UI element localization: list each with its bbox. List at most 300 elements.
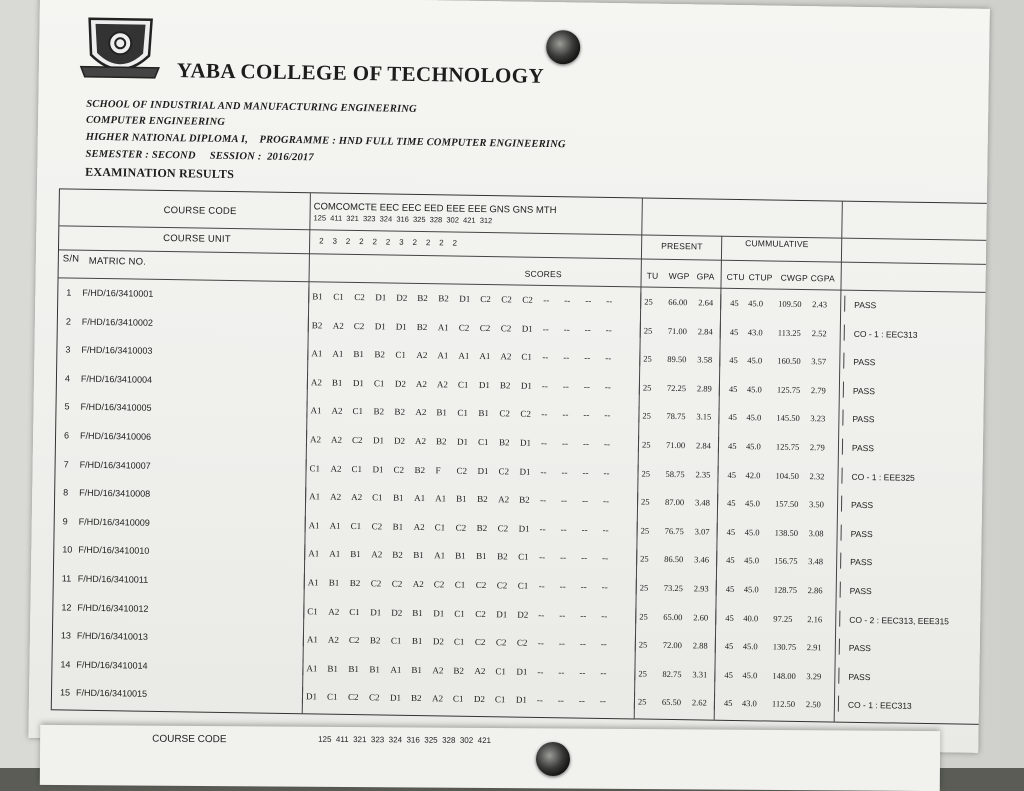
grade-cell: -- bbox=[582, 467, 589, 478]
grade-cell: B1 bbox=[393, 492, 404, 503]
wgp-value: 72.00 bbox=[662, 640, 683, 651]
matric-number: F/HD/16/3410003 bbox=[81, 344, 153, 356]
cgpa-value: 2.16 bbox=[807, 613, 823, 624]
grade-list bbox=[312, 291, 627, 306]
remark-text: PASS bbox=[850, 528, 873, 539]
push-pin-icon bbox=[546, 30, 581, 65]
grade-cell: D1 bbox=[519, 466, 531, 477]
grade-cell: -- bbox=[580, 610, 587, 621]
grade-cell: A2 bbox=[330, 463, 342, 474]
grade-cell: -- bbox=[536, 695, 544, 706]
grade-cell: B2 bbox=[519, 494, 530, 505]
grade-cell: B1 bbox=[413, 550, 424, 561]
cwgp-value: 128.75 bbox=[773, 584, 798, 595]
gpa-value: 2.88 bbox=[692, 640, 708, 651]
matric-number: F/HD/16/3410010 bbox=[78, 545, 150, 557]
gpa-value: 2.84 bbox=[695, 440, 711, 451]
course-prefixes: COMCOMCTE EEC EEC EED EEE EEE GNS GNS MTH bbox=[313, 201, 557, 217]
wgp-value: 71.00 bbox=[665, 439, 686, 451]
grade-cell: -- bbox=[562, 409, 569, 420]
cwgp-value: 112.50 bbox=[771, 698, 796, 710]
grade-cell: D1 bbox=[521, 323, 533, 334]
cgpa-value: 2.50 bbox=[805, 699, 821, 710]
grade-cell: C1 bbox=[349, 606, 360, 617]
grade-cell: B1 bbox=[411, 664, 423, 675]
grade-cell: A2 bbox=[371, 549, 383, 560]
grade-cell: -- bbox=[582, 495, 589, 506]
grade-cell: -- bbox=[603, 467, 610, 478]
grade-cell: -- bbox=[579, 638, 586, 649]
tu-value: 25 bbox=[640, 525, 650, 536]
grade-cell: B2 bbox=[414, 464, 426, 475]
grade-cell: C1 bbox=[352, 406, 364, 417]
grade-cell: C1 bbox=[326, 691, 338, 703]
wgp-value: 82.75 bbox=[662, 668, 682, 679]
cwgp-value: 156.75 bbox=[774, 555, 798, 567]
wgp-value: 87.00 bbox=[665, 497, 685, 508]
scores-label: SCORES bbox=[524, 268, 562, 280]
matric-number: F/HD/16/3410014 bbox=[76, 659, 148, 671]
grade-cell: C1 bbox=[453, 636, 465, 647]
grade-cell: A2 bbox=[500, 351, 512, 362]
grade-cell: A1 bbox=[306, 663, 318, 674]
serial-number: 4 bbox=[64, 373, 71, 384]
tu-value: 25 bbox=[641, 439, 651, 450]
grade-cell: -- bbox=[542, 352, 549, 363]
cwgp-value: 125.75 bbox=[776, 384, 801, 395]
grade-cell: C2 bbox=[393, 464, 405, 475]
grade-cell: A2 bbox=[414, 435, 427, 447]
grade-cell: B1 bbox=[456, 493, 467, 504]
grade-cell: -- bbox=[541, 380, 548, 391]
grade-cell: C2 bbox=[497, 523, 509, 534]
grade-cell: -- bbox=[540, 437, 548, 449]
grade-cell: B2 bbox=[373, 406, 385, 417]
remark-text: PASS bbox=[852, 414, 875, 425]
matric-number: F/HD/16/3410006 bbox=[79, 430, 152, 442]
gpa-value: 3.07 bbox=[694, 526, 710, 537]
grade-cell: C2 bbox=[458, 322, 470, 333]
grade-cell: -- bbox=[580, 581, 587, 592]
serial-number: 8 bbox=[63, 487, 69, 498]
ctu-value: 45 bbox=[726, 526, 736, 537]
grade-cell: C2 bbox=[520, 408, 532, 420]
grade-cell: A1 bbox=[308, 520, 320, 531]
cwgp-value: 125.75 bbox=[775, 441, 800, 452]
grade-cell: C2 bbox=[347, 692, 359, 703]
grade-cell: -- bbox=[559, 581, 566, 592]
grade-cell: A1 bbox=[435, 493, 447, 504]
ctu-value: 45 bbox=[728, 383, 738, 394]
cwgp-value: 113.25 bbox=[777, 327, 801, 338]
grade-cell: B1 bbox=[327, 663, 339, 674]
grade-cell: -- bbox=[578, 695, 586, 707]
grade-cell: B1 bbox=[353, 349, 364, 360]
grade-cell: -- bbox=[538, 580, 545, 592]
grade-cell: B2 bbox=[416, 321, 428, 332]
college-name: YABA COLLEGE OF TECHNOLOGY bbox=[176, 58, 545, 88]
grade-cell: D1 bbox=[478, 379, 490, 390]
grade-cell: -- bbox=[540, 466, 547, 477]
tu-value: 25 bbox=[638, 639, 648, 650]
grade-cell: A1 bbox=[479, 351, 491, 362]
grade-cell: C1 bbox=[351, 463, 363, 474]
serial-number: 5 bbox=[64, 401, 70, 412]
grade-cell: A2 bbox=[351, 492, 363, 503]
grade-cell: -- bbox=[605, 353, 612, 364]
ctu-header: CTU bbox=[726, 271, 745, 283]
grade-cell: C1 bbox=[495, 666, 507, 677]
college-crest-icon bbox=[79, 15, 162, 86]
matric-number: F/HD/16/3410012 bbox=[77, 602, 149, 614]
ctup-value: 43.0 bbox=[741, 698, 757, 709]
gpa-value: 2.64 bbox=[698, 297, 714, 308]
ctu-value: 45 bbox=[725, 583, 735, 594]
ctup-value: 45.0 bbox=[747, 355, 763, 366]
gpa-value: 2.62 bbox=[691, 697, 707, 708]
remark-text: CO - 1 : EEC313 bbox=[853, 328, 918, 340]
grade-cell: C1 bbox=[454, 579, 466, 590]
ctu-value: 45 bbox=[726, 555, 735, 566]
grade-cell: D1 bbox=[389, 692, 402, 704]
ctup-value: 40.0 bbox=[743, 612, 759, 623]
grade-cell: -- bbox=[542, 323, 549, 334]
wgp-header: WGP bbox=[668, 270, 690, 282]
grade-list bbox=[307, 634, 622, 649]
grade-cell: B1 bbox=[455, 550, 466, 562]
grade-cell: -- bbox=[601, 610, 608, 621]
gpa-value: 3.31 bbox=[692, 669, 708, 680]
grade-cell: A2 bbox=[330, 434, 343, 445]
grade-cell: C2 bbox=[456, 465, 468, 476]
grade-cell: D2 bbox=[393, 435, 406, 446]
grade-cell: C2 bbox=[353, 320, 365, 331]
grade-cell: -- bbox=[579, 667, 586, 678]
remark-text: PASS bbox=[848, 671, 871, 682]
grade-cell: C2 bbox=[475, 608, 486, 619]
grade-cell: D1 bbox=[375, 292, 387, 303]
tu-value: 25 bbox=[641, 468, 651, 479]
serial-number: 3 bbox=[65, 344, 71, 355]
grade-cell: B2 bbox=[453, 665, 465, 676]
grade-cell: B2 bbox=[374, 349, 385, 360]
grade-cell: A2 bbox=[413, 521, 425, 532]
grade-cell: A2 bbox=[432, 665, 444, 676]
results-table bbox=[51, 188, 990, 725]
grade-cell: D1 bbox=[496, 608, 508, 620]
cumulative-label: CUMMULATIVE bbox=[745, 238, 809, 250]
grade-cell: -- bbox=[600, 667, 607, 678]
ctup-value: 45.0 bbox=[745, 498, 761, 509]
ctu-value: 45 bbox=[729, 326, 739, 337]
cgpa-value: 3.57 bbox=[811, 356, 827, 367]
cwgp-value: 104.50 bbox=[775, 470, 799, 481]
grade-cell: -- bbox=[560, 524, 567, 535]
grade-cell: -- bbox=[585, 295, 592, 306]
grade-cell: -- bbox=[584, 352, 591, 363]
grade-cell: C2 bbox=[495, 637, 507, 648]
remark-text: PASS bbox=[850, 557, 873, 568]
grade-cell: A2 bbox=[498, 494, 510, 505]
wgp-value: 78.75 bbox=[666, 411, 686, 422]
grade-cell: A1 bbox=[437, 350, 449, 361]
cgpa-value: 2.79 bbox=[809, 442, 825, 453]
grade-cell: B2 bbox=[497, 551, 508, 562]
tu-value: 25 bbox=[640, 553, 649, 565]
grade-cell: C1 bbox=[350, 520, 362, 531]
grade-cell: -- bbox=[600, 639, 607, 650]
grade-cell: B2 bbox=[394, 407, 406, 418]
tu-value: 25 bbox=[643, 353, 652, 364]
grade-cell: C2 bbox=[354, 291, 365, 303]
serial-number: 10 bbox=[62, 544, 73, 555]
grade-cell: -- bbox=[562, 381, 569, 392]
grade-cell: -- bbox=[584, 324, 591, 335]
grade-cell: D2 bbox=[394, 378, 407, 389]
grade-cell: -- bbox=[541, 409, 548, 420]
grade-cell: C1 bbox=[518, 551, 529, 563]
grade-cell: C1 bbox=[395, 349, 406, 360]
grade-list bbox=[309, 491, 624, 506]
grade-cell: D1 bbox=[352, 377, 365, 388]
grade-cell: A2 bbox=[416, 350, 428, 361]
grade-list bbox=[310, 434, 625, 449]
remark-text: PASS bbox=[849, 585, 872, 597]
tu-value: 25 bbox=[642, 382, 652, 393]
grade-cell: B2 bbox=[410, 693, 422, 704]
grade-list bbox=[306, 663, 621, 678]
grade-cell: A2 bbox=[431, 693, 444, 704]
grade-cell: A1 bbox=[329, 520, 341, 531]
grade-cell: A1 bbox=[458, 350, 470, 361]
gpa-value: 2.35 bbox=[695, 468, 711, 480]
grade-cell: C2 bbox=[516, 637, 528, 648]
cwgp-value: 160.50 bbox=[777, 355, 801, 367]
cgpa-value: 2.52 bbox=[811, 327, 827, 338]
grade-cell: -- bbox=[581, 552, 588, 564]
wgp-value: 89.50 bbox=[667, 354, 687, 365]
serial-number: 13 bbox=[60, 630, 72, 641]
wgp-value: 65.00 bbox=[663, 611, 683, 622]
wgp-value: 73.25 bbox=[663, 582, 683, 594]
gpa-value: 2.84 bbox=[697, 325, 713, 337]
grade-list bbox=[308, 577, 623, 592]
grade-cell: C2 bbox=[522, 294, 533, 305]
grade-cell: C2 bbox=[370, 578, 382, 589]
grade-cell: B1 bbox=[436, 407, 448, 418]
remark-text: PASS bbox=[850, 499, 874, 511]
grade-cell: -- bbox=[581, 524, 588, 535]
grade-cell: -- bbox=[603, 438, 611, 450]
gpa-value: 2.89 bbox=[696, 383, 712, 394]
cwgp-value: 145.50 bbox=[776, 413, 800, 424]
remark-text: PASS bbox=[851, 442, 875, 454]
grade-cell: A1 bbox=[332, 348, 344, 359]
remark-text: PASS bbox=[853, 357, 876, 368]
ctup-value: 43.0 bbox=[747, 326, 763, 337]
ctu-value: 45 bbox=[724, 641, 734, 652]
ctu-value: 45 bbox=[727, 440, 737, 451]
grade-cell: -- bbox=[602, 524, 609, 535]
grade-cell: C1 bbox=[309, 462, 321, 474]
grade-cell: C1 bbox=[494, 694, 506, 705]
next-course-numbers: 125 411 321 323 324 316 325 328 302 421 bbox=[318, 734, 492, 746]
grade-cell: A1 bbox=[329, 549, 341, 560]
grade-cell: -- bbox=[540, 495, 547, 506]
next-course-code-label: COURSE CODE bbox=[152, 733, 227, 746]
cgpa-value: 2.43 bbox=[812, 299, 828, 310]
cwgp-value: 148.00 bbox=[772, 670, 796, 681]
grade-cell: A1 bbox=[390, 664, 402, 675]
grade-list bbox=[309, 520, 624, 535]
ctu-value: 45 bbox=[727, 469, 737, 480]
ctu-value: 45 bbox=[729, 355, 738, 366]
remark-text: PASS bbox=[854, 299, 877, 311]
grade-cell: -- bbox=[583, 409, 590, 421]
grade-cell: B1 bbox=[392, 521, 404, 532]
grade-cell: C2 bbox=[499, 408, 511, 419]
grade-cell: B1 bbox=[478, 408, 490, 419]
grade-cell: -- bbox=[557, 695, 565, 706]
matric-number: F/HD/16/3410002 bbox=[81, 316, 153, 328]
tu-header: TU bbox=[646, 270, 659, 281]
grade-cell: C2 bbox=[368, 692, 380, 703]
grade-cell: D1 bbox=[433, 607, 445, 619]
matric-number: F/HD/16/3410015 bbox=[75, 688, 148, 700]
grade-cell: A1 bbox=[308, 548, 320, 559]
ctu-value: 45 bbox=[724, 669, 733, 680]
grade-cell: -- bbox=[605, 324, 612, 335]
grade-cell: D1 bbox=[456, 436, 469, 447]
grade-list bbox=[310, 463, 625, 478]
next-result-sheet bbox=[40, 725, 940, 791]
grade-cell: -- bbox=[543, 294, 550, 306]
cgpa-value: 2.91 bbox=[806, 642, 822, 653]
grade-cell: C2 bbox=[498, 465, 510, 477]
push-pin-icon bbox=[536, 742, 570, 776]
grade-cell: A2 bbox=[327, 634, 339, 645]
cgpa-value: 2.32 bbox=[809, 470, 825, 481]
grade-cell: -- bbox=[539, 523, 546, 534]
result-sheet bbox=[28, 0, 990, 753]
grade-cell: A2 bbox=[330, 491, 342, 502]
grade-cell: C1 bbox=[434, 522, 446, 533]
grade-cell: -- bbox=[538, 609, 545, 620]
grade-cell: B2 bbox=[499, 380, 511, 391]
grade-cell: B1 bbox=[476, 551, 487, 562]
school-name: SCHOOL OF INDUSTRIAL AND MANUFACTURING ENGINEERING bbox=[86, 98, 417, 115]
grade-cell: A2 bbox=[436, 379, 448, 390]
grade-cell: D2 bbox=[473, 694, 486, 705]
programme-line: HIGHER NATIONAL DIPLOMA I, PROGRAMME : HND FULL TIME COMPUTER ENGINEERING bbox=[85, 131, 566, 151]
grade-list bbox=[312, 320, 627, 335]
grade-cell: B2 bbox=[477, 494, 488, 505]
grade-cell: B2 bbox=[498, 437, 510, 448]
grade-cell: B2 bbox=[349, 577, 361, 589]
grade-cell: D2 bbox=[517, 609, 529, 620]
grade-cell: D1 bbox=[370, 606, 382, 618]
grade-list bbox=[310, 406, 625, 421]
grade-cell: D2 bbox=[396, 292, 408, 303]
matric-number: F/HD/16/3410005 bbox=[80, 402, 152, 414]
remark-text: PASS bbox=[852, 385, 875, 396]
gpa-value: 2.93 bbox=[693, 583, 709, 594]
grade-cell: A1 bbox=[310, 405, 322, 416]
grade-cell: A1 bbox=[414, 493, 426, 504]
tu-value: 25 bbox=[642, 410, 652, 422]
remark-text: CO - 2 : EEC313, EEE315 bbox=[849, 614, 950, 626]
ctup-value: 45.0 bbox=[742, 669, 758, 681]
gpa-value: 3.48 bbox=[695, 497, 711, 508]
remark-text: CO - 1 : EEC313 bbox=[847, 700, 912, 712]
grade-cell: B1 bbox=[348, 663, 360, 674]
cwgp-value: 97.25 bbox=[773, 613, 793, 624]
grade-cell: D1 bbox=[395, 321, 407, 332]
grade-cell: A1 bbox=[437, 321, 449, 333]
grade-cell: C1 bbox=[521, 351, 532, 362]
grade-cell: A1 bbox=[434, 550, 446, 561]
cgpa-value: 3.50 bbox=[809, 499, 825, 510]
grade-cell: -- bbox=[603, 496, 610, 507]
serial-number: 9 bbox=[62, 516, 68, 527]
grade-cell: -- bbox=[601, 581, 608, 592]
cwgp-value: 109.50 bbox=[778, 298, 802, 310]
serial-number: 1 bbox=[66, 287, 72, 298]
grade-cell: B1 bbox=[328, 577, 340, 588]
grade-cell: C1 bbox=[307, 605, 318, 617]
cwgp-value: 130.75 bbox=[772, 641, 797, 653]
cgpa-value: 3.23 bbox=[810, 413, 826, 424]
wgp-value: 66.00 bbox=[668, 296, 688, 308]
cwgp-value: 138.50 bbox=[774, 527, 799, 538]
tu-value: 25 bbox=[639, 611, 648, 622]
grade-cell: C1 bbox=[517, 580, 529, 591]
grade-cell: C2 bbox=[496, 580, 508, 591]
grade-cell: A2 bbox=[328, 606, 340, 617]
serial-number: 12 bbox=[61, 602, 72, 613]
tu-value: 25 bbox=[637, 696, 647, 708]
cgpa-value: 2.79 bbox=[810, 384, 826, 396]
department-name: COMPUTER ENGINEERING bbox=[85, 114, 226, 128]
grade-cell: C2 bbox=[391, 578, 403, 589]
grade-cell: C2 bbox=[475, 579, 487, 591]
grade-cell: B1 bbox=[312, 291, 323, 302]
page-title: EXAMINATION RESULTS bbox=[85, 164, 235, 182]
grade-cell: D1 bbox=[459, 293, 471, 304]
grade-cell: A1 bbox=[307, 577, 319, 588]
ctu-value: 45 bbox=[728, 412, 738, 423]
matric-label: MATRIC NO. bbox=[88, 255, 147, 268]
grade-cell: -- bbox=[537, 638, 544, 649]
ctup-header: CTUP bbox=[748, 272, 773, 283]
grade-cell: -- bbox=[539, 552, 546, 563]
grade-cell: B1 bbox=[331, 377, 343, 388]
cgpa-value: 3.48 bbox=[808, 556, 824, 567]
grade-cell: A2 bbox=[331, 406, 343, 417]
matric-number: F/HD/16/3410007 bbox=[79, 459, 151, 471]
grade-cell: B2 bbox=[417, 292, 428, 304]
cwgp-value: 157.50 bbox=[775, 498, 799, 510]
ctup-value: 45.0 bbox=[744, 526, 760, 538]
grade-cell: B1 bbox=[412, 607, 423, 618]
grade-list bbox=[308, 549, 623, 564]
serial-number: 6 bbox=[63, 430, 70, 441]
cgpa-value: 3.29 bbox=[806, 670, 822, 682]
grade-cell: D1 bbox=[372, 435, 385, 446]
grade-cell: C1 bbox=[390, 635, 402, 646]
grade-cell: -- bbox=[604, 410, 611, 421]
ctu-value: 45 bbox=[725, 612, 734, 623]
